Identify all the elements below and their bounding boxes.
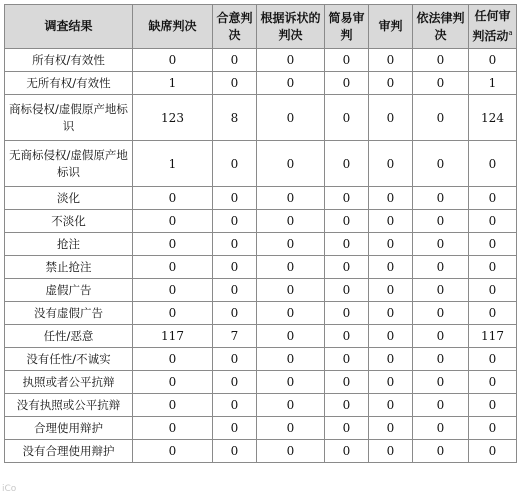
row-label: 无所有权/有效性 [5,72,133,95]
table-cell: 0 [469,417,517,440]
table-cell: 0 [369,371,413,394]
table-cell: 123 [133,95,213,141]
table-row [5,72,517,95]
table-cell: 0 [413,394,469,417]
table-row [5,348,517,371]
table-cell: 0 [413,302,469,325]
table-cell: 0 [369,302,413,325]
table-cell: 0 [469,302,517,325]
table-cell: 0 [469,348,517,371]
row-label: 任性/恶意 [5,325,133,348]
table-cell: 0 [213,348,257,371]
table-cell: 0 [213,371,257,394]
table-cell: 0 [413,95,469,141]
table-cell: 0 [369,394,413,417]
table-cell: 0 [257,256,325,279]
table-cell: 0 [413,440,469,463]
table-cell: 0 [257,325,325,348]
table-cell: 0 [257,141,325,187]
table-cell: 0 [413,233,469,256]
table-cell: 0 [213,394,257,417]
table-cell: 0 [257,279,325,302]
table-cell: 0 [257,394,325,417]
table-cell: 0 [369,348,413,371]
watermark: iCo [2,484,17,494]
table-cell: 0 [257,72,325,95]
table-cell: 8 [213,95,257,141]
row-label: 执照或者公平抗辩 [5,371,133,394]
table-cell: 0 [469,440,517,463]
table-cell: 0 [369,233,413,256]
table-cell: 0 [257,371,325,394]
table-cell: 0 [325,141,369,187]
table-cell: 0 [369,279,413,302]
table-cell: 0 [325,256,369,279]
table-row [5,325,517,348]
table-cell: 0 [369,141,413,187]
table-cell: 0 [325,233,369,256]
table-cell: 0 [133,348,213,371]
table-cell: 0 [213,210,257,233]
table-cell: 1 [133,141,213,187]
table-cell: 0 [325,49,369,72]
table-row [5,394,517,417]
table-cell: 0 [133,440,213,463]
table-cell: 1 [133,72,213,95]
table-cell: 0 [369,256,413,279]
table-cell: 0 [257,417,325,440]
table-cell: 0 [257,348,325,371]
table-cell: 0 [133,279,213,302]
row-label: 没有虚假广告 [5,302,133,325]
row-label: 抢注 [5,233,133,256]
table-cell: 0 [369,49,413,72]
table-cell: 0 [133,210,213,233]
table-cell: 0 [133,256,213,279]
table-cell: 124 [469,95,517,141]
table-cell: 0 [213,141,257,187]
table-cell: 0 [369,440,413,463]
table-cell: 0 [413,279,469,302]
table-cell: 0 [213,440,257,463]
table-cell: 0 [133,371,213,394]
table-cell: 0 [325,95,369,141]
table-row [5,141,517,187]
table-cell: 0 [369,325,413,348]
table-cell: 0 [213,417,257,440]
table-cell: 0 [469,256,517,279]
table-cell: 0 [213,187,257,210]
table-cell: 0 [325,325,369,348]
row-label: 不淡化 [5,210,133,233]
row-label: 没有执照或公平抗辩 [5,394,133,417]
table-cell: 0 [325,440,369,463]
header-cell: 调查结果 [5,5,133,49]
table-cell: 0 [133,187,213,210]
header-cell: 根据诉状的判决 [257,5,325,49]
table-cell: 0 [325,72,369,95]
table-cell: 0 [133,394,213,417]
table-cell: 0 [413,49,469,72]
table-cell: 0 [325,187,369,210]
table-cell: 0 [257,210,325,233]
header-cell: 缺席判决 [133,5,213,49]
table-cell: 0 [213,279,257,302]
row-label: 淡化 [5,187,133,210]
row-label: 没有合理使用辩护 [5,440,133,463]
row-label: 商标侵权/虚假原产地标识 [5,95,133,141]
table-cell: 0 [213,233,257,256]
table-cell: 0 [325,348,369,371]
table-row [5,279,517,302]
table-cell: 0 [469,233,517,256]
table-cell: 0 [257,187,325,210]
header-cell: 简易审判 [325,5,369,49]
table-cell: 0 [325,302,369,325]
row-label: 无商标侵权/虚假原产地标识 [5,141,133,187]
table-row [5,256,517,279]
header-row [5,5,517,49]
row-label: 所有权/有效性 [5,49,133,72]
table-row [5,440,517,463]
table-cell: 0 [325,371,369,394]
table-cell: 117 [133,325,213,348]
table-cell: 0 [469,187,517,210]
table-cell: 0 [469,371,517,394]
table-row [5,49,517,72]
table-cell: 0 [469,210,517,233]
table-cell: 0 [413,417,469,440]
table-cell: 0 [257,49,325,72]
header-cell: 审判 [369,5,413,49]
row-label: 禁止抢注 [5,256,133,279]
table-cell: 0 [213,302,257,325]
table-cell: 0 [133,302,213,325]
table-row [5,371,517,394]
table-cell: 0 [257,95,325,141]
table-cell: 0 [369,187,413,210]
table-cell: 0 [413,256,469,279]
row-label: 虚假广告 [5,279,133,302]
table-cell: 0 [213,49,257,72]
table-cell: 0 [133,233,213,256]
table-cell: 0 [469,49,517,72]
table-cell: 0 [369,72,413,95]
table-cell: 0 [413,325,469,348]
table-row [5,210,517,233]
header-cell: 任何审判活动$^a$ [469,5,517,49]
table-cell: 0 [133,417,213,440]
table-cell: 0 [369,417,413,440]
footnote-marker: a [508,29,513,37]
table-cell: 0 [369,95,413,141]
table-cell: 0 [469,141,517,187]
table-cell: 0 [413,371,469,394]
table-cell: 0 [413,187,469,210]
table-cell: 0 [213,72,257,95]
table-cell: 0 [325,210,369,233]
table-cell: 0 [325,394,369,417]
table-cell: 0 [413,348,469,371]
table-cell: 0 [469,279,517,302]
table-cell: 7 [213,325,257,348]
findings-table [4,4,517,463]
table-cell: 0 [257,302,325,325]
table-cell: 0 [257,233,325,256]
row-label: 合理使用辩护 [5,417,133,440]
table-cell: 0 [325,417,369,440]
table-cell: 0 [413,141,469,187]
table-cell: 0 [257,440,325,463]
table-row [5,233,517,256]
table-row [5,417,517,440]
row-label: 没有任性/不诚实 [5,348,133,371]
table-cell: 0 [413,72,469,95]
table-cell: 0 [325,279,369,302]
table-cell: 0 [213,256,257,279]
table-cell: 0 [413,210,469,233]
table-row [5,95,517,141]
table-row [5,187,517,210]
table-cell: 117 [469,325,517,348]
table-cell: 0 [469,394,517,417]
table-cell: 0 [369,210,413,233]
table-row [5,302,517,325]
table-cell: 1 [469,72,517,95]
table-cell: 0 [133,49,213,72]
header-cell: 依法律判决 [413,5,469,49]
header-cell: 合意判决 [213,5,257,49]
